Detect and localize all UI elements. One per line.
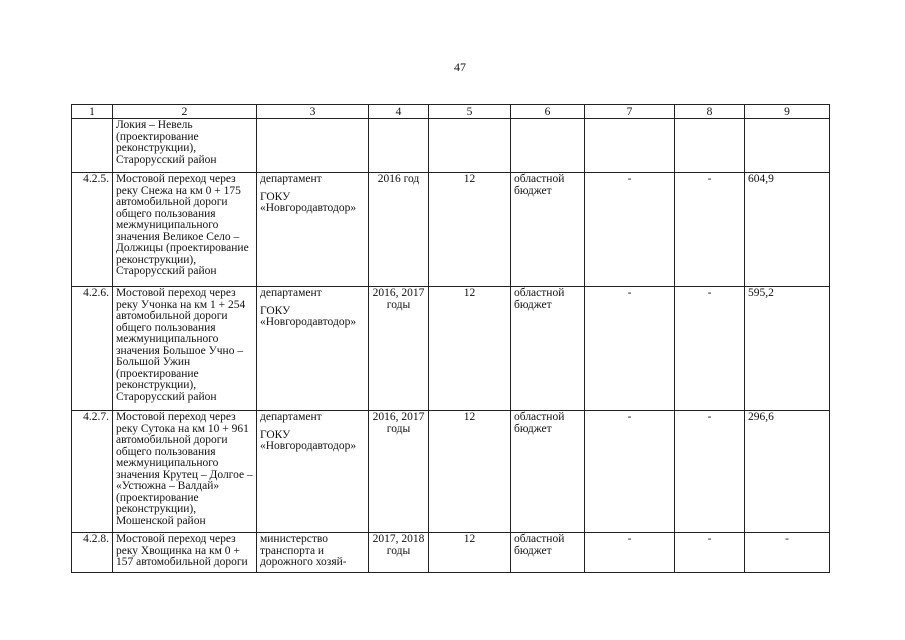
column-number: 5 xyxy=(429,105,511,119)
page-number: 47 xyxy=(454,60,466,74)
funding-source: областной бюджет xyxy=(511,533,585,573)
funding-col-7: - xyxy=(585,411,675,533)
table-row xyxy=(72,411,830,533)
column-number: 9 xyxy=(745,105,830,119)
agency-line: департамент xyxy=(260,287,322,299)
column-number: 1 xyxy=(72,105,113,119)
funding-col-9: - xyxy=(745,533,830,573)
responsible-agency xyxy=(257,119,369,173)
item-name: Мостовой переход через реку Учонка на км 1 + 254 автомобильной дороги общего пользования межмуниципального значения Большое Учно – Большой Ужин (проектирование реконструкции), Старорусский район xyxy=(113,287,257,411)
agency-line: ГОКУ «Новгородавтодор» xyxy=(260,304,357,328)
item-name: Локия – Невель (проектирование реконструкции), Старорусский район xyxy=(113,119,257,173)
column-number: 7 xyxy=(585,105,675,119)
agency-line: департамент xyxy=(260,173,322,185)
funding-col-7: - xyxy=(585,287,675,411)
column-number: 8 xyxy=(675,105,745,119)
table-row xyxy=(72,287,830,411)
funding-col-8: - xyxy=(675,411,745,533)
implementation-years: 2017, 2018 годы xyxy=(369,533,429,573)
funding-source: областной бюджет xyxy=(511,411,585,533)
implementation-years xyxy=(369,119,429,173)
item-name: Мостовой переход через реку Снежа на км 0 + 175 автомобильной дороги общего пользования межмуниципального значения Великое Село – Должицы (проектирование реконструкции), Старорусский район xyxy=(113,173,257,287)
funding-col-8: - xyxy=(675,173,745,287)
funding-col-9: 604,9 xyxy=(745,173,830,287)
column-number: 6 xyxy=(511,105,585,119)
funding-col-7: - xyxy=(585,173,675,287)
item-name: Мостовой переход через реку Хвощинка на км 0 + 157 автомобильной дороги xyxy=(113,533,257,573)
funding-col-8: - xyxy=(675,287,745,411)
funding-source xyxy=(511,119,585,173)
funding-source: областной бюджет xyxy=(511,287,585,411)
implementation-years: 2016, 2017 годы xyxy=(369,411,429,533)
agency-line: департамент xyxy=(260,411,322,423)
table-row xyxy=(72,119,830,173)
agency-line: министерство транспорта и дорожного хозяй- xyxy=(260,533,347,568)
program-table xyxy=(71,104,830,573)
responsible-agency xyxy=(257,287,369,411)
funding-col-9: 595,2 xyxy=(745,287,830,411)
responsible-agency xyxy=(257,173,369,287)
table-row xyxy=(72,173,830,287)
column-number: 4 xyxy=(369,105,429,119)
target-indicator: 12 xyxy=(429,533,511,573)
funding-col-9: 296,6 xyxy=(745,411,830,533)
implementation-years: 2016 год xyxy=(369,173,429,287)
item-number: 4.2.8. xyxy=(72,533,113,573)
column-number: 3 xyxy=(257,105,369,119)
funding-source: областной бюджет xyxy=(511,173,585,287)
funding-col-8: - xyxy=(675,533,745,573)
funding-col-8 xyxy=(675,119,745,173)
column-number: 2 xyxy=(113,105,257,119)
item-number: 4.2.6. xyxy=(72,287,113,411)
column-number-row xyxy=(72,105,830,119)
implementation-years: 2016, 2017 годы xyxy=(369,287,429,411)
agency-line: ГОКУ «Новгородавтодор» xyxy=(260,428,357,452)
target-indicator xyxy=(429,119,511,173)
item-name: Мостовой переход через реку Сутока на км 10 + 961 автомобильной дороги общего пользования межмуниципального значения Крутец – Долгое – «Устюжна – Валдай» (проектирование реконструкции), Мошенской район xyxy=(113,411,257,533)
item-number: 4.2.5. xyxy=(72,173,113,287)
responsible-agency xyxy=(257,411,369,533)
funding-col-7 xyxy=(585,119,675,173)
funding-col-9 xyxy=(745,119,830,173)
target-indicator: 12 xyxy=(429,287,511,411)
item-number xyxy=(72,119,113,173)
item-number: 4.2.7. xyxy=(72,411,113,533)
table-row xyxy=(72,533,830,573)
responsible-agency xyxy=(257,533,369,573)
target-indicator: 12 xyxy=(429,173,511,287)
funding-col-7: - xyxy=(585,533,675,573)
agency-line: ГОКУ «Новгородавтодор» xyxy=(260,190,357,214)
target-indicator: 12 xyxy=(429,411,511,533)
